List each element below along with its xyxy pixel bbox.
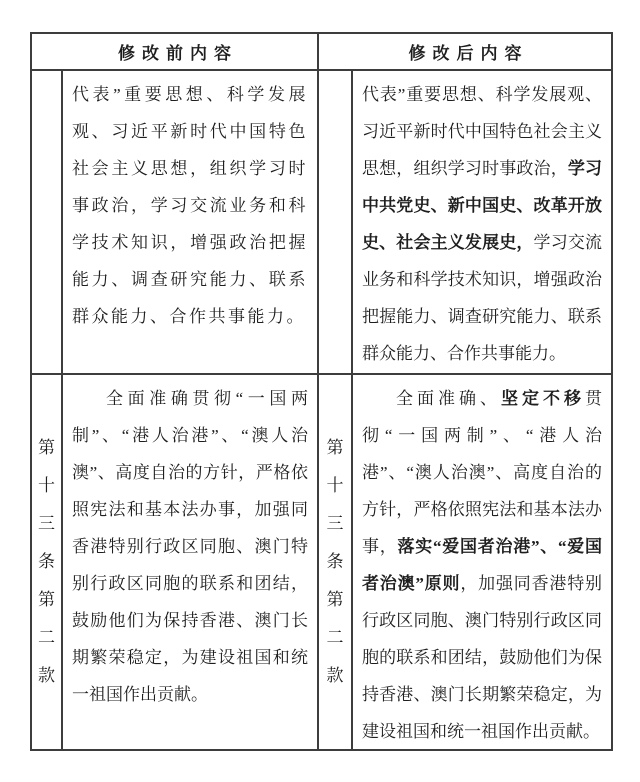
text-segment: 代表”重要思想、科学发展观、习近平新时代中国特色社会主义思想，组织学习时事政治，学习交流业务和科学技术知识，增强政治把握能力、调查研究能力、联系群众能力、合作共事能力。 (72, 85, 308, 326)
text-segment: 贯彻“一国两制”、“港人治港”、“澳人治澳”、高度自治的方针，严格依照宪法和基本法办事， (362, 389, 602, 556)
vertical-label-char: 条 (38, 552, 55, 571)
header-cell-before: 修改前内容 (32, 34, 319, 71)
header-cell-after: 修改后内容 (319, 34, 611, 71)
comparison-table (30, 32, 613, 751)
vertical-label-char: 第 (326, 590, 344, 609)
text-segment: 全面准确贯彻“一国两制”、“港人治港”、“澳人治澳”、高度自治的方针，严格依照宪法和基本法办事，加强同香港特别行政区同胞、澳门特别行政区同胞的联系和团结，鼓励他们为保持香港、澳门长期繁荣稳定，为建设祖国和统一祖国作出贡献。 (72, 389, 308, 704)
text-segment: 全面准确、 (396, 389, 501, 408)
vertical-label-char: 三 (38, 514, 55, 533)
vertical-label-char: 第 (38, 438, 55, 457)
vertical-label-char: 条 (326, 552, 344, 571)
row1-after-text (353, 71, 611, 375)
vertical-label-char: 三 (326, 514, 344, 533)
row1-article-label-right (319, 71, 353, 375)
row2-before-text (63, 375, 319, 749)
vertical-label-char: 十 (38, 476, 55, 495)
text-segment: 代表”重要思想、科学发展观、习近平新时代中国特色社会主义思想，组织学习时事政治， (362, 85, 602, 178)
vertical-label-char: 款 (38, 666, 55, 685)
bold-text-segment: 落实“爱国者治港”、“爱国者治澳”原则 (362, 537, 602, 593)
row2-after-text (353, 375, 611, 749)
vertical-label-char: 款 (326, 666, 344, 685)
row1-article-label-left (32, 71, 63, 375)
bold-text-segment: 坚定不移 (501, 389, 585, 408)
text-segment: 学习交流业务和科学技术知识，增强政治把握能力、调查研究能力、联系群众能力、合作共事能力。 (362, 233, 603, 363)
row2-article-label-right (319, 375, 353, 749)
vertical-label-char: 二 (326, 628, 344, 647)
row2-article-label-left (32, 375, 63, 749)
vertical-label-char: 第 (38, 590, 55, 609)
bold-text-segment: 学习中共党史、新中国史、改革开放史、社会主义发展史， (362, 159, 603, 252)
text-segment: ，加强同香港特别行政区同胞、澳门特别行政区同胞的联系和团结，鼓励他们为保持香港、澳门长期繁荣稳定，为建设祖国和统一祖国作出贡献。 (362, 574, 603, 741)
vertical-label-char: 第 (326, 438, 344, 457)
vertical-label-char: 二 (38, 628, 55, 647)
vertical-label-char: 十 (326, 476, 344, 495)
row1-before-text (63, 71, 319, 375)
